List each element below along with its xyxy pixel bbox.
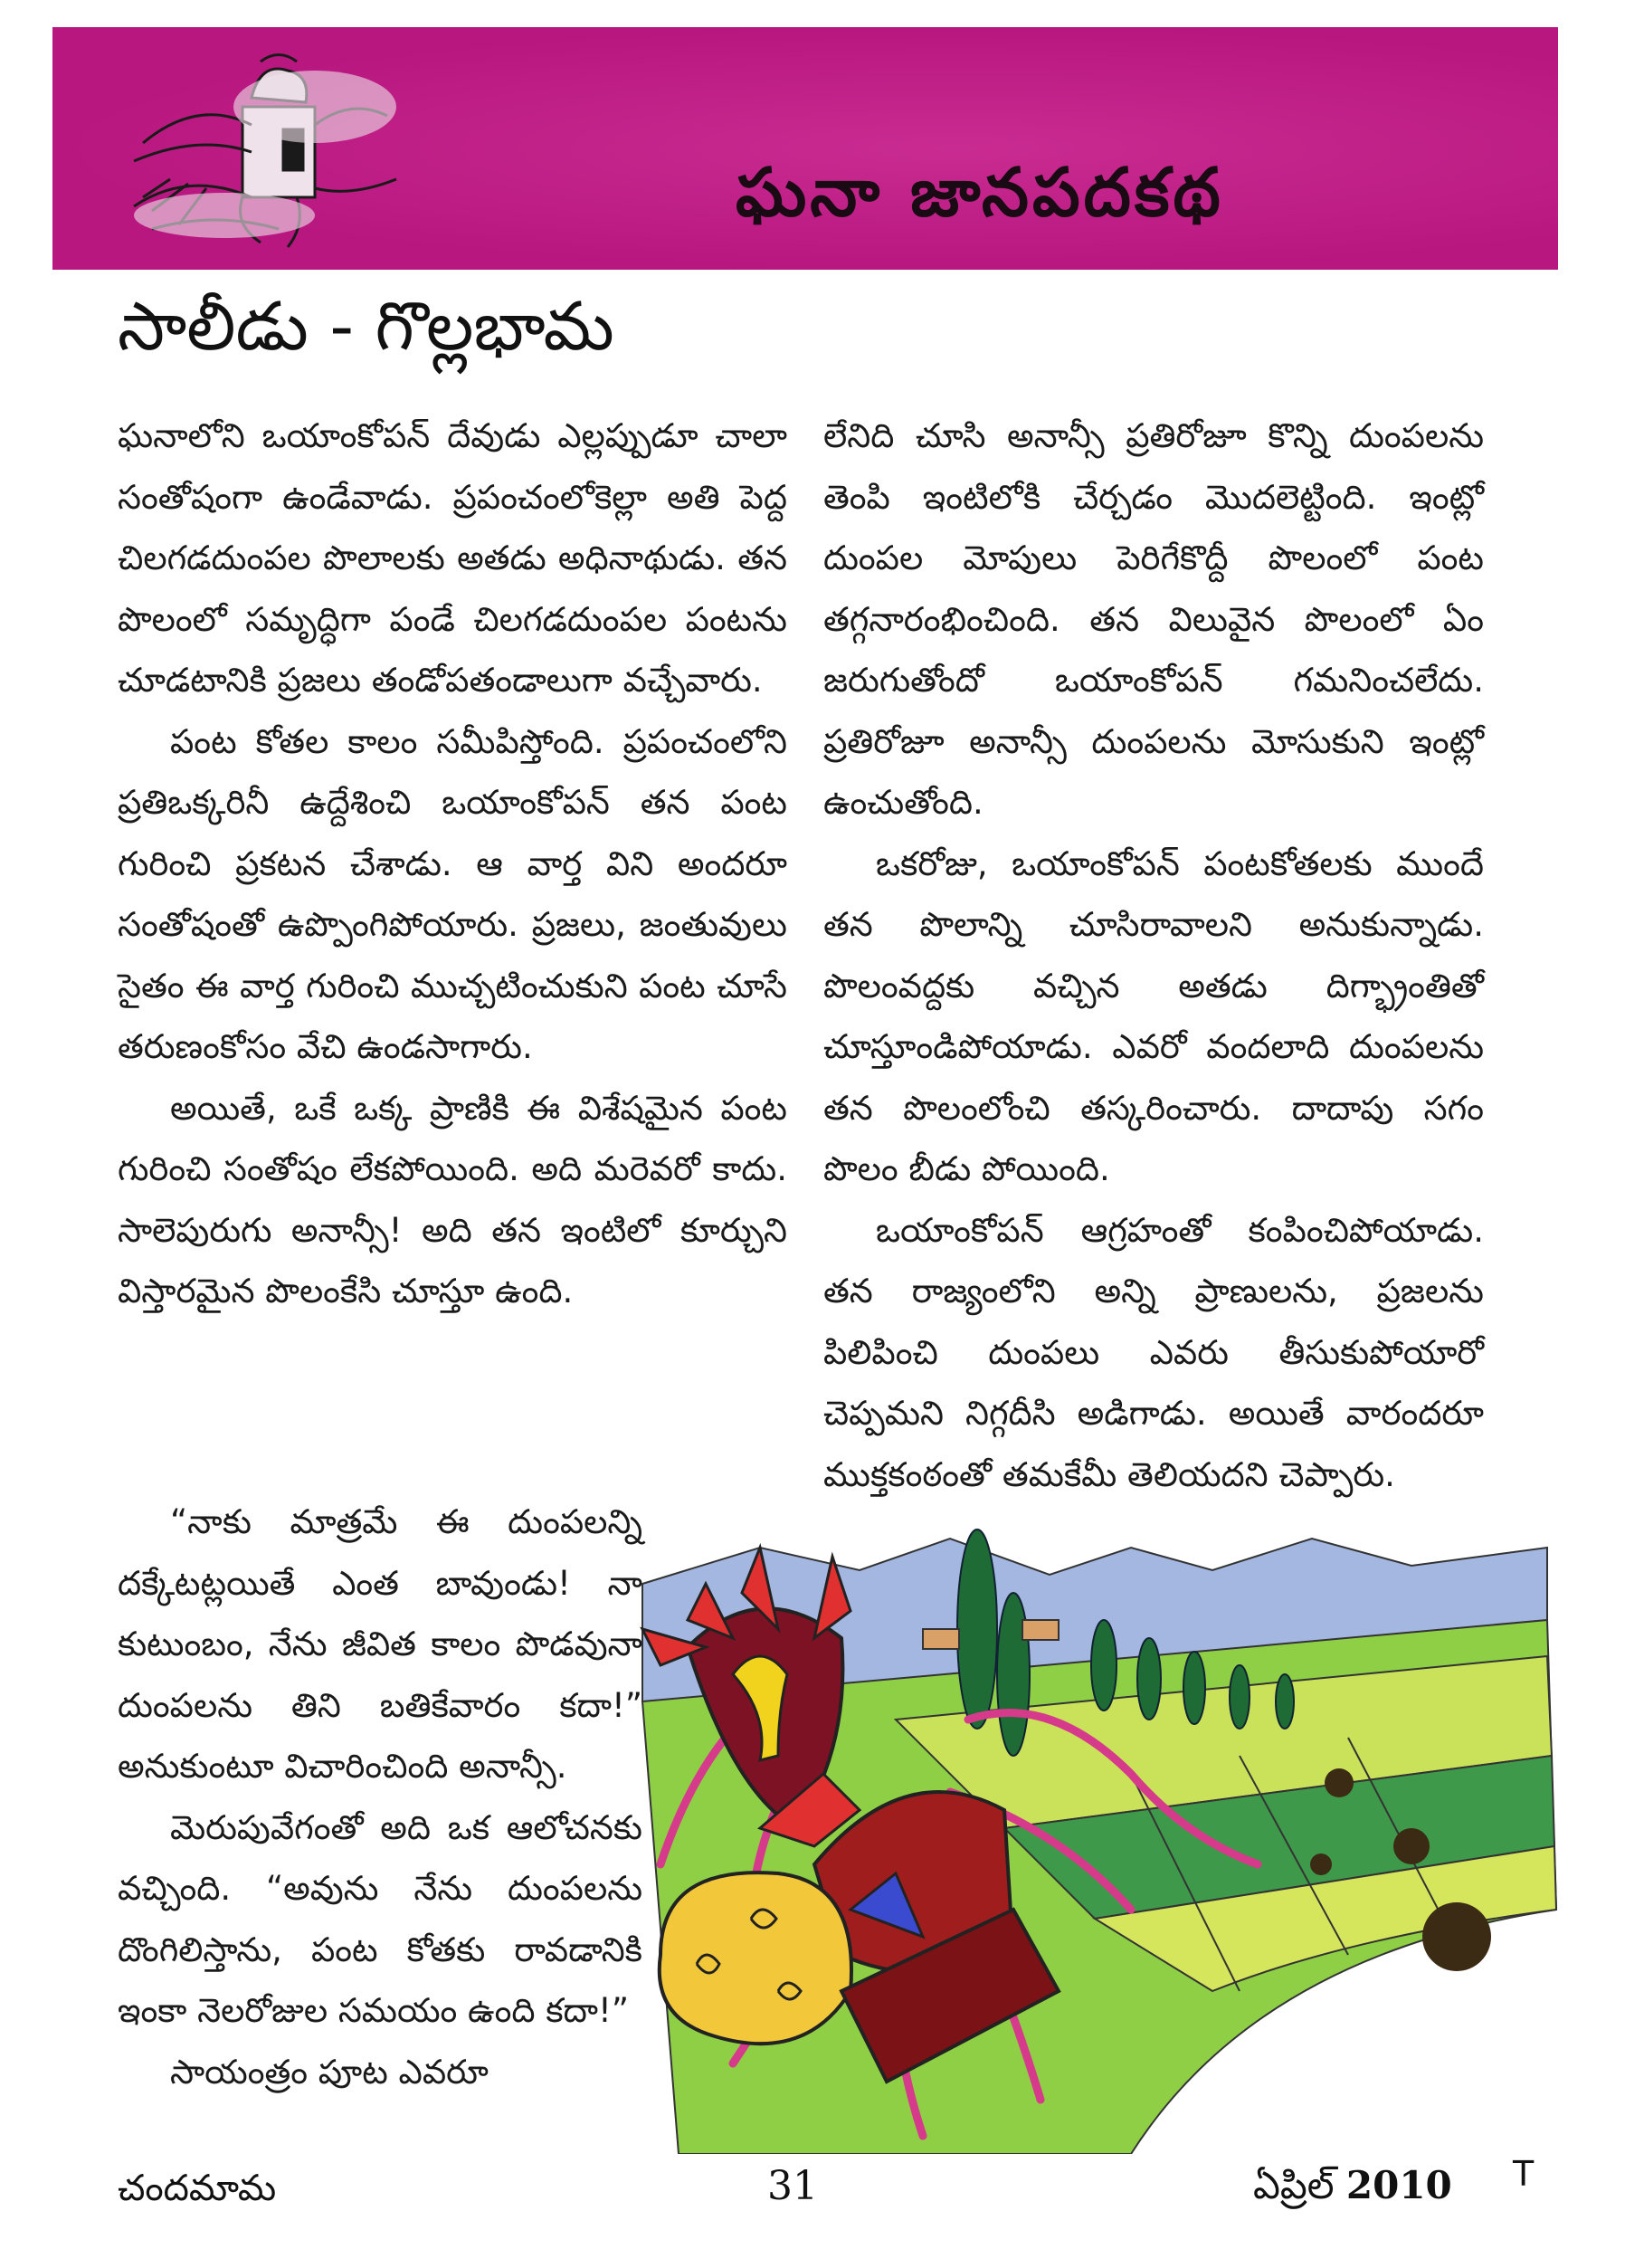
village-sketch-icon xyxy=(116,43,423,261)
paragraph: ఘనాలోని ఒయాంకోపన్ దేవుడు ఎల్లప్పుడూ చాలా సంతోషంగా ఉండేవాడు. ప్రపంచంలోకెల్లా అతి పెద్ద చిలగడదుంపల పొలాలకు అతడు అధినాథుడు. తన పొలంలో సమృద్ధిగా పండే చిలగడదుంపల పంటను చూడటానికి ప్రజలు తండోపతండాలుగా వచ్చేవారు. xyxy=(118,416,787,700)
page-number: 31 xyxy=(767,2163,818,2209)
issue-month: ఏప్రిల్ xyxy=(1253,2163,1335,2207)
paragraph: సాయంత్రం పూట ఎవరూ xyxy=(170,2052,489,2092)
left-column xyxy=(118,405,787,1322)
paragraph: మెరుపువేగంతో అది ఒక ఆలోచనకు వచ్చింది. “అవును నేను దుంపలను దొంగిలిస్తాను, పంట కోతకు రావడానికి ఇంకా నెలరోజుల సమయం ఉంది కదా!” xyxy=(118,1807,642,2030)
right-column xyxy=(823,405,1484,1505)
spider-field-illustration xyxy=(624,1484,1565,2154)
paragraph: ఒయాంకోపన్ ఆగ్రహంతో కంపించిపోయాడు. తన రాజ్యంలోని అన్ని ప్రాణులను, ప్రజలను పిలిపించి దుంపలు ఎవరు తీసుకుపోయారో చెప్పమని నిగ్గదీసి అడిగాడు. అయితే వారందరూ ముక్తకంఠంతో తమకేమీ తెలియదని చెప్పారు. xyxy=(823,1210,1484,1494)
header-banner xyxy=(52,27,1558,270)
paragraph: లేనిది చూసి అనాన్సీ ప్రతిరోజూ కొన్ని దుంపలను తెంపి ఇంటిలోకి చేర్చడం మొదలెట్టింది. ఇంట్లో దుంపల మోపులు పెరిగేకొద్దీ పొలంలో పంట తగ్గనారంభించింది. తన విలువైన పొలంలో ఏం జరుగుతోందో ఒయాంకోపన్ గమనించలేదు. ప్రతిరోజూ అనాన్సీ దుంపలను మోసుకుని ఇంట్లో ఉంచుతోంది. xyxy=(823,416,1484,822)
corner-mark: T xyxy=(1513,2154,1535,2194)
magazine-name: చందమామ xyxy=(118,2168,277,2209)
bottom-left-column xyxy=(118,1491,642,2102)
paragraph: ఒకరోజు, ఒయాంకోపన్ పంటకోతలకు ముందే తన పొలాన్ని చూసిరావాలని అనుకున్నాడు. పొలంవద్దకు వచ్చిన అతడు దిగ్భ్రాంతితో చూస్తూండిపోయాడు. ఎవరో వందలాది దుంపలను తన పొలంలోంచి తస్కరించారు. దాదాపు సగం పొలం బీడు పోయింది. xyxy=(823,843,1484,1188)
paragraph: అయితే, ఒకే ఒక్క ప్రాణికి ఈ విశేషమైన పంట గురించి సంతోషం లేకపోయింది. అది మరెవరో కాదు. సాలెపురుగు అనాన్సీ! అది తన ఇంటిలో కూర్చుని విస్తారమైన పొలంకేసి చూస్తూ ఉంది. xyxy=(118,1088,787,1310)
story-title: సాలీడు - గొల్లభామ xyxy=(118,288,614,366)
paragraph: “నాకు మాత్రమే ఈ దుంపలన్ని దక్కేటట్లయితే ఎంత బావుండు! నా కుటుంబం, నేను జీవిత కాలం పొడవునా దుంపలను తిని బతికేవారం కదా!” అనుకుంటూ విచారించింది అనాన్సీ. xyxy=(118,1502,642,1786)
issue-date xyxy=(1253,2163,1452,2217)
paragraph: పంట కోతల కాలం సమీపిస్తోంది. ప్రపంచంలోని ప్రతిఒక్కరినీ ఉద్దేశించి ఒయాంకోపన్ తన పంట గురించి ప్రకటన చేశాడు. ఆ వార్త విని అందరూ సంతోషంతో ఉప్పొంగిపోయారు. ప్రజలు, జంతువులు సైతం ఈ వార్త గురించి ముచ్చటించుకుని పంట చూసే తరుణంకోసం వేచి ఉండసాగారు. xyxy=(118,721,787,1066)
issue-year: 2010 xyxy=(1345,2163,1452,2207)
section-title: ఘనా జానపదకథ xyxy=(736,154,1224,232)
